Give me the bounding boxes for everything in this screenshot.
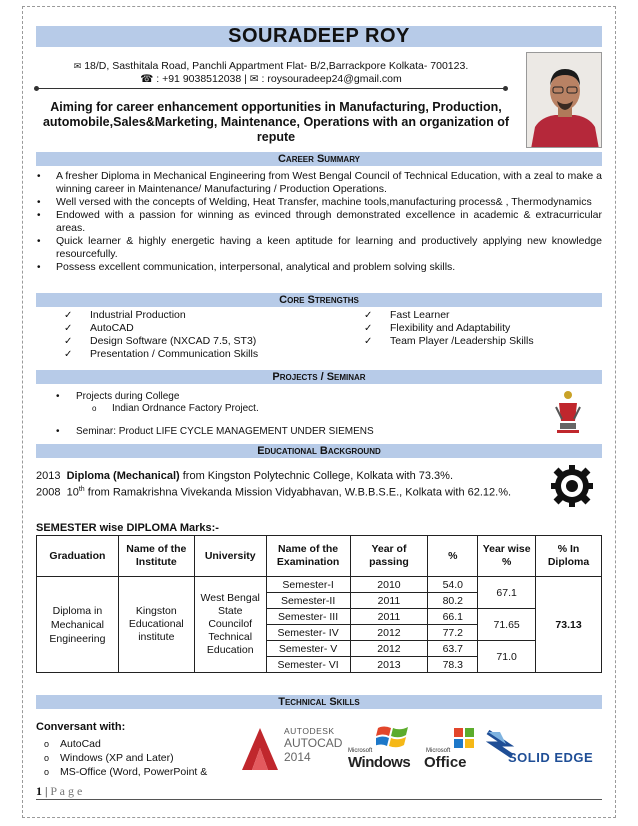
career-summary-list bbox=[36, 170, 602, 274]
name-banner: SOURADEEP ROY bbox=[36, 26, 602, 47]
yearwise-cell: 67.1 bbox=[478, 577, 536, 609]
pct-cell: 63.7 bbox=[428, 641, 478, 657]
semester-marks-table bbox=[36, 535, 602, 673]
envelope-icon: ✉ bbox=[73, 61, 82, 71]
list-item: ✓ AutoCAD bbox=[64, 322, 134, 334]
header-examination: Name of the Examination bbox=[266, 536, 350, 577]
table-row bbox=[37, 577, 602, 593]
windows-logo: Microsoft Windows bbox=[346, 722, 418, 772]
footer-rule bbox=[36, 799, 602, 800]
autocad-icon bbox=[240, 726, 280, 772]
phone-text: : +91 9038512038 bbox=[156, 73, 242, 85]
section-career-summary: Career Summary bbox=[36, 152, 602, 166]
list-item: ✓ Team Player /Leadership Skills bbox=[364, 335, 534, 347]
list-item: ✓ Industrial Production bbox=[64, 309, 186, 321]
office-logo: Microsoft Office bbox=[424, 726, 480, 774]
check-icon: ✓ bbox=[64, 336, 73, 347]
marks-table-title: SEMESTER wise DIPLOMA Marks:- bbox=[36, 522, 219, 534]
check-icon: ✓ bbox=[364, 336, 373, 347]
header-divider bbox=[36, 88, 506, 89]
office-icon bbox=[452, 726, 476, 750]
header-graduation: Graduation bbox=[37, 536, 119, 577]
list-item: o AutoCad bbox=[44, 737, 207, 751]
diploma-cell: 73.13 bbox=[536, 577, 602, 673]
software-list bbox=[44, 737, 207, 779]
conversant-title: Conversant with: bbox=[36, 721, 126, 733]
pct-cell: 77.2 bbox=[428, 625, 478, 641]
graduation-cell: Diploma in Mechanical Engineering bbox=[37, 577, 119, 673]
list-item: ✓ Flexibility and Adaptability bbox=[364, 322, 511, 334]
education-line-2: 2008 10th from Ramakrishna Vivekanda Mission Vidyabhavan, W.B.B.S.E., Kolkata with 62.12.%. bbox=[36, 486, 512, 499]
header-university: University bbox=[194, 536, 266, 577]
strengths-right bbox=[360, 309, 600, 348]
windows-flag-icon bbox=[376, 722, 410, 752]
pct-cell: 54.0 bbox=[428, 577, 478, 593]
institute-cell: Kingston Educational institute bbox=[118, 577, 194, 673]
solid-edge-logo: SOLID EDGE bbox=[486, 728, 606, 772]
section-education: Educational Background bbox=[36, 444, 602, 458]
exam-cell: Semester-I bbox=[266, 577, 350, 593]
section-technical-skills: Technical Skills bbox=[36, 695, 602, 709]
table-header-row bbox=[37, 536, 602, 577]
header-diploma: % In Diploma bbox=[536, 536, 602, 577]
education-line-1: 2013 Diploma (Mechanical) from Kingston Polytechnic College, Kolkata with 73.3%. bbox=[36, 470, 453, 482]
section-projects: Projects / Seminar bbox=[36, 370, 602, 384]
email-text: : roysouradeep24@gmail.com bbox=[261, 73, 402, 85]
list-item: o Windows (XP and Later) bbox=[44, 751, 207, 765]
address-text: 18/D, Sasthitala Road, Panchli Appartment Flat- B/2,Barrackpore Kolkata- 700123. bbox=[84, 60, 469, 72]
list-item: • Endowed with a passion for winning as evinced through demonstrated excellence in academic & extracurricular areas. bbox=[36, 209, 602, 235]
pct-cell: 66.1 bbox=[428, 609, 478, 625]
page-footer: 1 | P a g e bbox=[36, 784, 83, 798]
list-item: • Well versed with the concepts of Welding, Heat Transfer, machine tools,manufacturing process& , Thermodynamics bbox=[36, 196, 602, 209]
list-item: • Quick learner & highly energetic having a keen aptitude for learning and productively applying new knowledge resourcefully. bbox=[36, 235, 602, 261]
pct-cell: 80.2 bbox=[428, 593, 478, 609]
header-institute: Name of the Institute bbox=[118, 536, 194, 577]
strengths-left bbox=[60, 309, 350, 361]
list-item: • Possess excellent communication, interpersonal, analytical and problem solving skills. bbox=[36, 261, 602, 274]
address-line bbox=[36, 60, 506, 72]
ordnance-factory-emblem bbox=[553, 389, 583, 440]
year-cell: 2013 bbox=[350, 657, 428, 673]
phone-icon: ☎ bbox=[140, 73, 154, 85]
check-icon: ✓ bbox=[64, 323, 73, 334]
exam-cell: Semester- VI bbox=[266, 657, 350, 673]
exam-cell: Semester-II bbox=[266, 593, 350, 609]
list-item: ✓ Design Software (NXCAD 7.5, ST3) bbox=[64, 335, 257, 347]
phone-email-line: ☎ : +91 9038512038 | ✉ : roysouradeep24@gmail.com bbox=[140, 73, 402, 85]
career-objective: Aiming for career enhancement opportunities in Manufacturing, Production, automobile,Sales&Marketing, Maintenance, Operations with an organization of repute bbox=[42, 100, 510, 144]
yearwise-cell: 71.65 bbox=[478, 609, 536, 641]
list-item: ✓ Presentation / Communication Skills bbox=[64, 348, 259, 360]
list-item: • A fresher Diploma in Mechanical Engineering from West Bengal Council of Technical Education, with a zeal to make a winning career in Maintenance/ Manufacturing / Production Operations. bbox=[36, 170, 602, 196]
exam-cell: Semester- III bbox=[266, 609, 350, 625]
section-core-strengths: Core Strengths bbox=[36, 293, 602, 307]
pct-cell: 78.3 bbox=[428, 657, 478, 673]
year-cell: 2011 bbox=[350, 593, 428, 609]
header-year: Year of passing bbox=[350, 536, 428, 577]
year-cell: 2010 bbox=[350, 577, 428, 593]
exam-cell: Semester- V bbox=[266, 641, 350, 657]
yearwise-cell: 71.0 bbox=[478, 641, 536, 673]
profile-photo bbox=[526, 52, 602, 148]
check-icon: ✓ bbox=[364, 310, 373, 321]
year-cell: 2012 bbox=[350, 625, 428, 641]
exam-cell: Semester- IV bbox=[266, 625, 350, 641]
institute-gear-logo bbox=[550, 464, 594, 513]
university-cell: West Bengal State Councilof Technical Education bbox=[194, 577, 266, 673]
list-item: ✓ Fast Learner bbox=[364, 309, 450, 321]
profile-photo-svg bbox=[527, 53, 602, 148]
autocad-logo: AUTODESK AUTOCAD 2014 bbox=[240, 724, 340, 774]
check-icon: ✓ bbox=[364, 323, 373, 334]
year-cell: 2012 bbox=[350, 641, 428, 657]
list-item: o MS-Office (Word, PowerPoint & bbox=[44, 765, 207, 779]
check-icon: ✓ bbox=[64, 349, 73, 360]
header-percent: % bbox=[428, 536, 478, 577]
year-cell: 2011 bbox=[350, 609, 428, 625]
header-yearwise: Year wise % bbox=[478, 536, 536, 577]
check-icon: ✓ bbox=[64, 310, 73, 321]
mail-icon: ✉ bbox=[249, 73, 259, 85]
